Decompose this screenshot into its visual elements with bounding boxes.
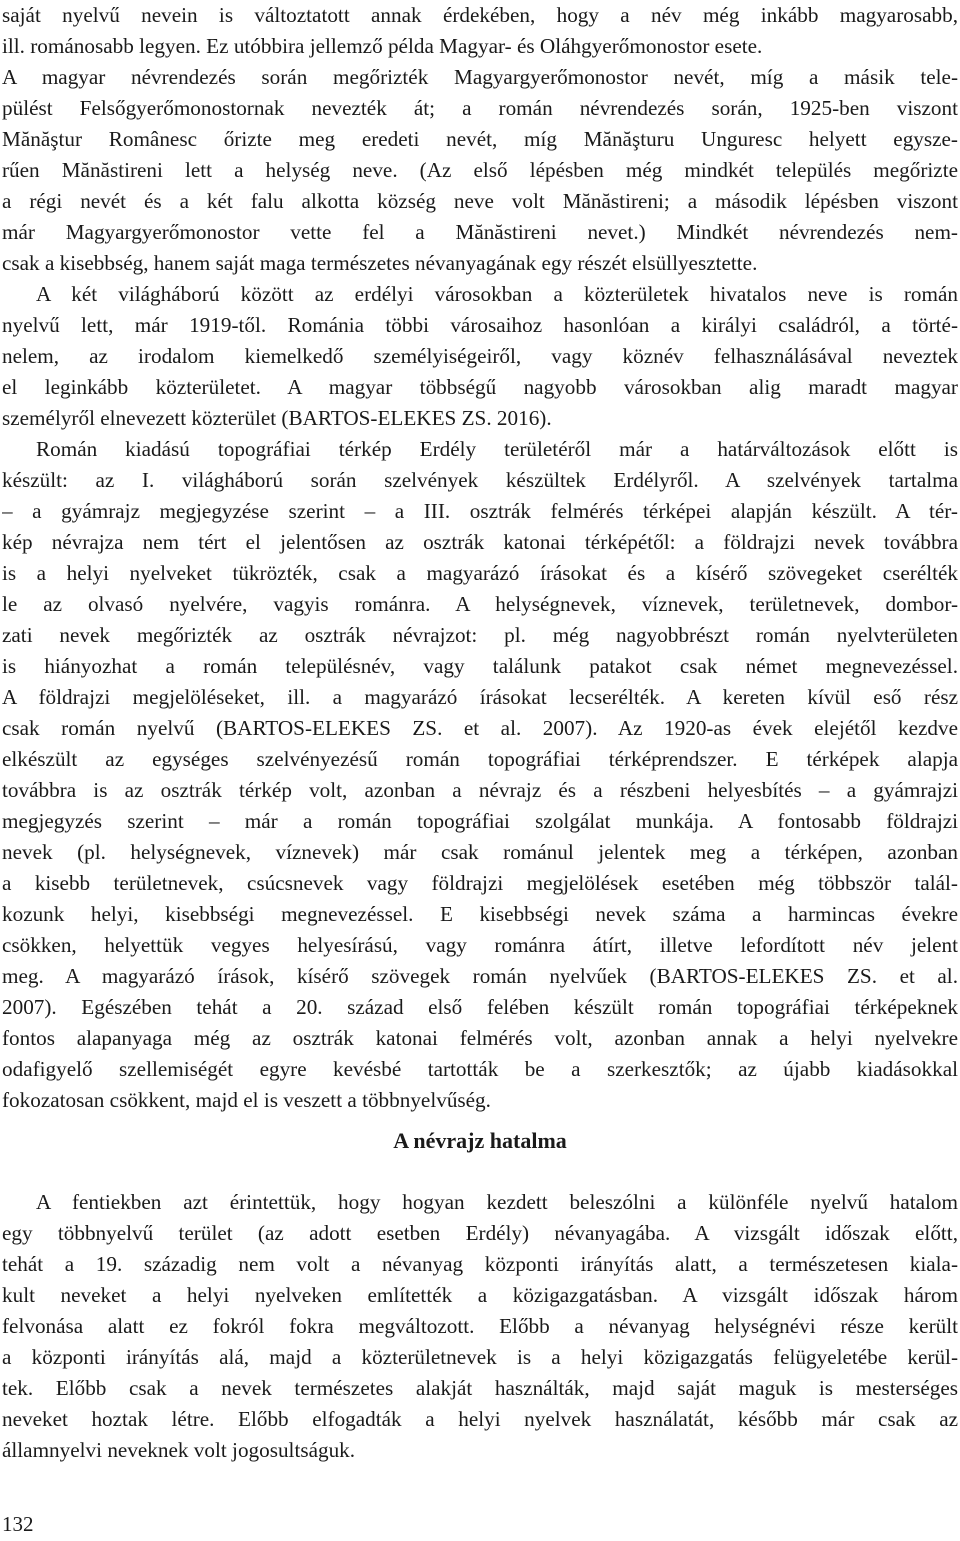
text-line: ill. románosabb legyen. Ez utóbbira jellemző példa Magyar- és Oláhgyerőmonostor esete. xyxy=(2,34,763,58)
text-line: fontos alapanyaga még az osztrák katonai felmérés volt, azonban annak a helyi nyelvekre xyxy=(2,1026,958,1050)
text-line: a központi irányítás alá, majd a közterületnevek is a helyi közigazgatás felügyeletébe kerül- xyxy=(2,1345,958,1369)
section-heading: A névrajz hatalma xyxy=(393,1128,567,1153)
text-line: fokozatosan csökkent, majd el is veszett a többnyelvűség. xyxy=(2,1088,491,1112)
text-line: A földrajzi megjelöléseket, ill. a magyarázó írásokat lecserélték. A kereten kívül eső rész xyxy=(2,685,958,709)
text-line: megjegyzés szerint – már a román topográfiai szolgálat munkája. A fontosabb földrajzi xyxy=(2,809,958,833)
text-line: csak román nyelvű (BARTOS-ELEKES ZS. et al. 2007). Az 1920-as évek elejétől kezdve xyxy=(2,716,958,740)
text-line: A fentiekben azt érintettük, hogy hogyan kezdett beleszólni a különféle nyelvű hatalom xyxy=(36,1190,958,1214)
text-line: államnyelvi neveknek volt jogosultságuk. xyxy=(2,1438,356,1462)
text-line: zati nevek megőrizték az osztrák névrajzot: pl. még nagyobbrészt román nyelvterületen xyxy=(2,623,958,647)
text-line: kult neveket a helyi nyelveken említették a közigazgatásban. A vizsgált időszak három xyxy=(2,1283,958,1307)
text-line: meg. A magyarázó írások, kísérő szövegek román nyelvűek (BARTOS-ELEKES ZS. et al. xyxy=(2,964,958,988)
text-line: nevek (pl. helységnevek, víznevek) már csak románul jelentek meg a térképen, azonban xyxy=(2,840,958,864)
text-line: személyről elnevezett közterület (BARTOS-ELEKES ZS. 2016). xyxy=(2,406,552,430)
text-line: saját nyelvű nevein is változtatott annak érdekében, hogy a név még inkább magyarosabb, xyxy=(2,3,958,27)
text-line: elkészült az egységes szelvényezésű román topográfiai térképrendszer. E térképek alapja xyxy=(2,747,958,771)
text-line: is a helyi nyelveket tükrözték, csak a magyarázó írásokat és a kísérő szövegeket cserélték xyxy=(2,561,958,585)
text-line: tehát a 19. századig nem volt a névanyag központi irányítás alatt, a természetesen kiala- xyxy=(2,1252,958,1276)
text-line: el leginkább közterületet. A magyar többségű nagyobb városokban alig maradt magyar xyxy=(2,375,958,399)
text-line: Mănăştur Românesc őrizte meg eredeti nevét, míg Mănăşturu Unguresc helyett egysze- xyxy=(2,127,958,151)
text-line: – a gyámrajz megjegyzése szerint – a III. osztrák felmérés térképei alapján készült. A tér- xyxy=(2,499,958,523)
text-line: tek. Előbb csak a nevek természetes alakját használták, majd saját maguk is mesterséges xyxy=(2,1376,958,1400)
section-body-text xyxy=(2,1187,958,1466)
text-line: már Magyargyerőmonostor vette fel a Mănăstireni nevet.) Mindkét névrendezés nem- xyxy=(2,220,958,244)
text-line: továbbra is az osztrák térkép volt, azonban a névrajz és a részbeni helyesbítés – a gyámrajzi xyxy=(2,778,958,802)
text-line: 2007). Egészében tehát a 20. század első felében készült román topográfiai térképeknek xyxy=(2,995,958,1019)
text-line: csökken, helyettük vegyes helyesírású, vagy románra átírt, illetve lefordított név jelent xyxy=(2,933,958,957)
text-line: rűen Mănăstireni lett a helység neve. (Az első lépésben még mindkét település megőrizte xyxy=(2,158,958,182)
text-line: csak a kisebbség, hanem saját maga természetes névanyagának egy részét elsüllyesztette. xyxy=(2,251,758,275)
text-line: a kisebb területnevek, csúcsnevek vagy földrajzi megjelölések esetében még többször talál- xyxy=(2,871,958,895)
text-line: A magyar névrendezés során megőrizték Magyargyerőmonostor nevét, míg a másik tele- xyxy=(2,65,958,89)
text-line: egy többnyelvű terület (az adott esetben Erdély) névanyagába. A vizsgált időszak előtt, xyxy=(2,1221,958,1245)
body-text xyxy=(2,0,958,1116)
text-line: Román kiadású topográfiai térkép Erdély területéről már a határváltozások előtt is xyxy=(36,437,958,461)
text-line: A két világháború között az erdélyi városokban a közterületek hivatalos neve is román xyxy=(36,282,958,306)
text-line: nelem, az irodalom kiemelkedő személyiségeiről, vagy köznév felhasználásával neveztek xyxy=(2,344,958,368)
text-line: készült: az I. világháború során szelvények készültek Erdélyről. A szelvények tartalma xyxy=(2,468,958,492)
text-line: a régi nevét és a két falu alkotta község neve volt Mănăstireni; a második lépésben viszont xyxy=(2,189,958,213)
text-line: pülést Felsőgyerőmonostornak nevezték át; a román névrendezés során, 1925-ben viszont xyxy=(2,96,958,120)
text-line: nyelvű lett, már 1919-től. Románia többi városaihoz hasonlóan a királyi családról, a törté- xyxy=(2,313,958,337)
text-line: neveket hoztak létre. Előbb elfogadták a helyi nyelvek használatát, később már csak az xyxy=(2,1407,958,1431)
text-line: kozunk helyi, kisebbségi megnevezéssel. E kisebbségi nevek száma a harmincas évekre xyxy=(2,902,958,926)
text-line: odafigyelő szellemiségét egyre kevésbé tartották be a szerkesztők; az újabb kiadásokkal xyxy=(2,1057,958,1081)
page-number: 132 xyxy=(2,1512,34,1536)
text-line: is hiányozhat a román településnév, vagy találunk patakot csak német megnevezéssel. xyxy=(2,654,958,678)
text-line: kép névrajza nem tért el jelentősen az osztrák katonai térképétől: a földrajzi nevek továbbra xyxy=(2,530,958,554)
text-line: le az olvasó nyelvére, vagyis románra. A helységnevek, víznevek, területnevek, dombor- xyxy=(2,592,958,616)
text-line: felvonása alatt ez fokról fokra megváltozott. Előbb a névanyag helységnévi része került xyxy=(2,1314,958,1338)
